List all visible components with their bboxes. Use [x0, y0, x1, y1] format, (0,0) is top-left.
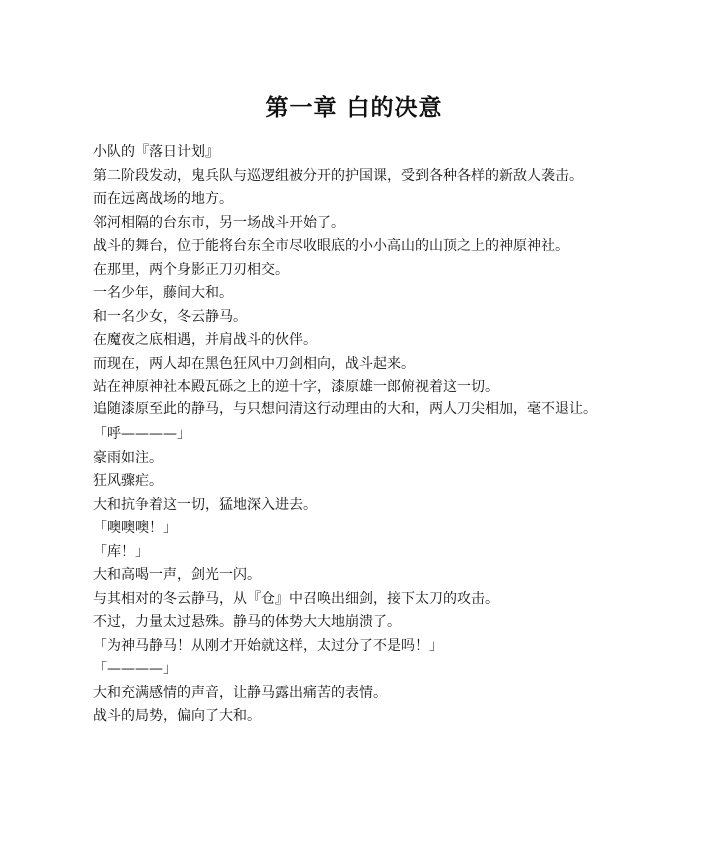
paragraph: 在那里，两个身影正刀刃相交。	[93, 261, 289, 278]
paragraph: 「噢噢噢！」	[93, 520, 177, 536]
paragraph: 「库！」	[93, 543, 149, 560]
paragraph: 追随漆原至此的静马，与只想问清这行动理由的大和，两人刀尖相加，毫不退让。	[93, 400, 597, 417]
paragraph: 站在神原神社本殿瓦砾之上的逆十字，漆原雄一郎俯视着这一切。	[93, 379, 499, 395]
paragraph: 大和抗争着这一切，猛地深入进去。	[93, 496, 317, 513]
paragraph: 「呼————」	[93, 426, 191, 442]
paragraph: 一名少年，藤间大和。	[93, 285, 233, 301]
chapter-title: 第一章 白的决意	[265, 94, 443, 122]
paragraph: 而在远离战场的地方。	[93, 191, 233, 207]
paragraph: 「为神马静马！从刚才开始就这样，太过分了不是吗！」	[93, 637, 443, 654]
paragraph: 战斗的局势，偏向了大和。	[93, 708, 261, 724]
paragraph: 第二阶段发动，鬼兵队与巡逻组被分开的护国课，受到各种各样的新敌人袭击。	[93, 167, 583, 184]
body-text	[64, 141, 634, 729]
paragraph: 「————」	[93, 661, 177, 677]
paragraph: 小队的『落日计划』	[93, 144, 219, 160]
paragraph: 狂风骤疟。	[93, 473, 163, 489]
paragraph: 而现在，两人却在黑色狂风中刀剑相向，战斗起来。	[93, 355, 415, 372]
paragraph: 豪雨如注。	[93, 449, 163, 466]
paragraph: 战斗的舞台，位于能将台东全市尽收眼底的小小高山的山顶之上的神原神社。	[93, 238, 569, 254]
paragraph: 与其相对的冬云静马，从『仓』中召唤出细剑，接下太刀的攻击。	[93, 590, 499, 607]
paragraph: 和一名少女，冬云静马。	[93, 308, 247, 325]
paragraph: 邻河相隔的台东市，另一场战斗开始了。	[93, 214, 345, 231]
paragraph: 不过，力量太过悬殊。静马的体势大大地崩溃了。	[93, 614, 401, 630]
paragraph: 在魔夜之底相遇，并肩战斗的伙伴。	[93, 332, 317, 348]
paragraph: 大和充满感情的声音，让静马露出痛苦的表情。	[93, 684, 387, 701]
paragraph: 大和高喝一声，剑光一闪。	[93, 567, 261, 583]
